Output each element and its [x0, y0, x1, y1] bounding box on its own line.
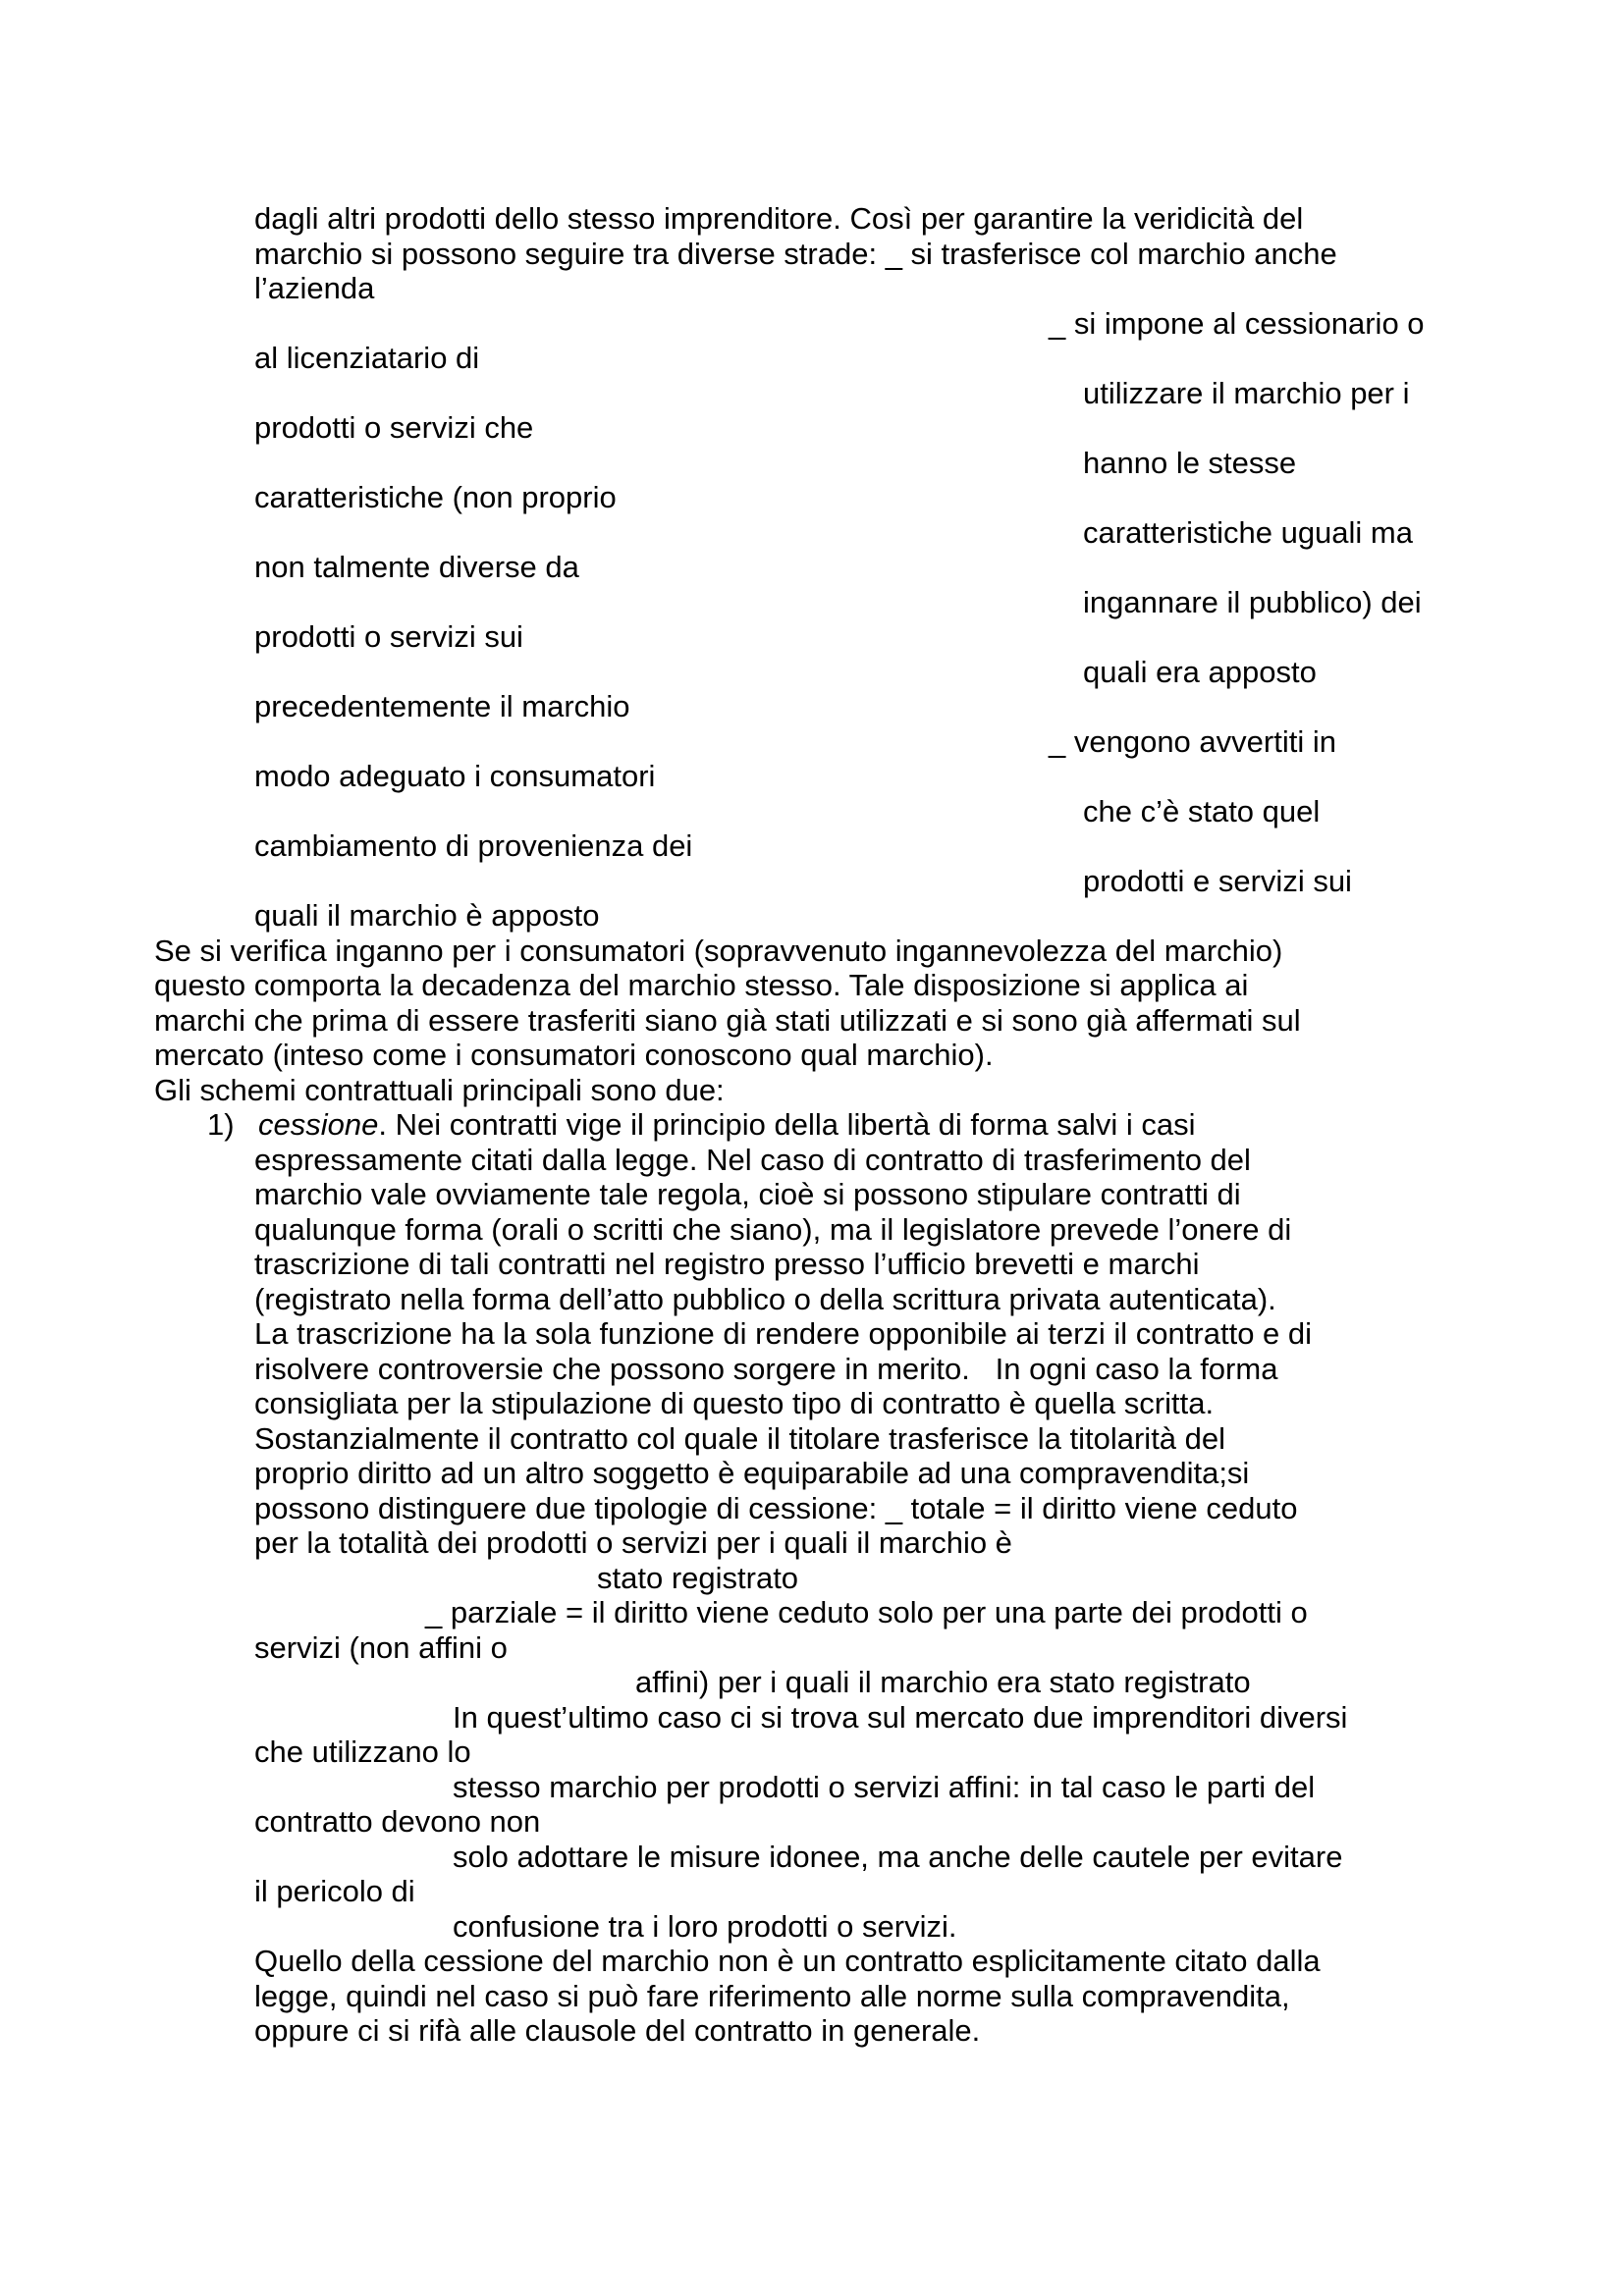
text-line: oppure ci si rifà alle clausole del contratto in generale. [254, 2013, 981, 2048]
text-line: stesso marchio per prodotti o servizi affini: in tal caso le parti del [453, 1770, 1316, 1804]
text-line: Se si verifica inganno per i consumatori (sopravvenuto ingannevolezza del marchio) [154, 934, 1283, 968]
text-line: per la totalità dei prodotti o servizi per i quali il marchio è [254, 1525, 1012, 1560]
text-line: che utilizzano lo [254, 1735, 471, 1769]
text-line: (registrato nella forma dell’atto pubblico o della scrittura privata autenticata). [254, 1282, 1276, 1316]
text-line: cambiamento di provenienza dei [254, 828, 693, 863]
text-line: trascrizione di tali contratti nel registro presso l’ufficio brevetti e marchi [254, 1247, 1200, 1281]
text-line: il pericolo di [254, 1874, 415, 1908]
text-line: marchio vale ovviamente tale regola, cioè si possono stipulare contratti di [254, 1177, 1241, 1211]
text-line: caratteristiche (non proprio [254, 480, 617, 514]
text-line: contratto devono non [254, 1804, 541, 1839]
text-line: _ vengono avvertiti in [1049, 724, 1336, 759]
text-line: prodotti o servizi sui [254, 619, 523, 654]
italic-term: cessione [258, 1107, 379, 1142]
text-line: prodotti o servizi che [254, 410, 534, 445]
text-line: possono distinguere due tipologie di cessione: _ totale = il diritto viene ceduto [254, 1491, 1298, 1525]
text-line: qualunque forma (orali o scritti che siano), ma il legislatore prevede l’onere di [254, 1212, 1292, 1247]
text-line: quali era apposto [1083, 655, 1317, 689]
text-line [207, 1107, 1196, 1143]
text-line: servizi (non affini o [254, 1630, 508, 1665]
list-item-number: 1) [207, 1107, 235, 1142]
text-line: questo comporta la decadenza del marchio stesso. Tale disposizione si applica ai [154, 968, 1249, 1002]
text-line: legge, quindi nel caso si può fare riferimento alle norme sulla compravendita, [254, 1979, 1290, 2013]
text-line: proprio diritto ad un altro soggetto è equiparabile ad una compravendita;si [254, 1456, 1250, 1490]
text-line: al licenziatario di [254, 341, 480, 375]
text-line: espressamente citati dalla legge. Nel caso di contratto di trasferimento del [254, 1143, 1251, 1177]
text-line: risolvere controversie che possono sorgere in merito. In ogni caso la forma [254, 1352, 1278, 1386]
text-line: l’azienda [254, 271, 375, 305]
text-line: _ si impone al cessionario o [1049, 306, 1425, 341]
text-line: affini) per i quali il marchio era stato registrato [635, 1665, 1251, 1699]
text-line: non talmente diverse da [254, 550, 579, 584]
text-line: solo adottare le misure idonee, ma anche delle cautele per evitare [453, 1840, 1343, 1874]
text-line: marchio si possono seguire tra diverse strade: _ si trasferisce col marchio anche [254, 237, 1337, 271]
text-line: dagli altri prodotti dello stesso imprenditore. Così per garantire la veridicità del [254, 201, 1304, 236]
text-line: marchi che prima di essere trasferiti siano già stati utilizzati e si sono già affermati sul [154, 1003, 1301, 1038]
text-line: mercato (inteso come i consumatori conoscono qual marchio). [154, 1038, 994, 1072]
text-line: Gli schemi contrattuali principali sono due: [154, 1073, 725, 1107]
text-line: La trascrizione ha la sola funzione di rendere opponibile ai terzi il contratto e di [254, 1316, 1313, 1351]
text-line: quali il marchio è apposto [254, 898, 600, 933]
text-line: confusione tra i loro prodotti o servizi. [453, 1909, 957, 1944]
text-line: caratteristiche uguali ma [1083, 515, 1413, 550]
text-line: consigliata per la stipulazione di questo tipo di contratto è quella scritta. [254, 1386, 1215, 1420]
text-line: In quest’ultimo caso ci si trova sul mercato due imprenditori diversi [453, 1700, 1348, 1735]
text-line: stato registrato [597, 1561, 799, 1595]
text-line: Sostanzialmente il contratto col quale il titolare trasferisce la titolarità del [254, 1421, 1226, 1456]
text-line: precedentemente il marchio [254, 689, 630, 723]
text-line: Quello della cessione del marchio non è un contratto esplicitamente citato dalla [254, 1944, 1321, 1978]
text-line: prodotti e servizi sui [1083, 864, 1352, 898]
line-text: . Nei contratti vige il principio della libertà di forma salvi i casi [378, 1107, 1196, 1142]
text-line: _ parziale = il diritto viene ceduto solo per una parte dei prodotti o [425, 1595, 1308, 1629]
text-line: utilizzare il marchio per i [1083, 376, 1410, 410]
text-line: hanno le stesse [1083, 446, 1297, 480]
text-line: ingannare il pubblico) dei [1083, 585, 1422, 619]
text-line: modo adeguato i consumatori [254, 759, 656, 793]
text-line: che c’è stato quel [1083, 794, 1321, 828]
